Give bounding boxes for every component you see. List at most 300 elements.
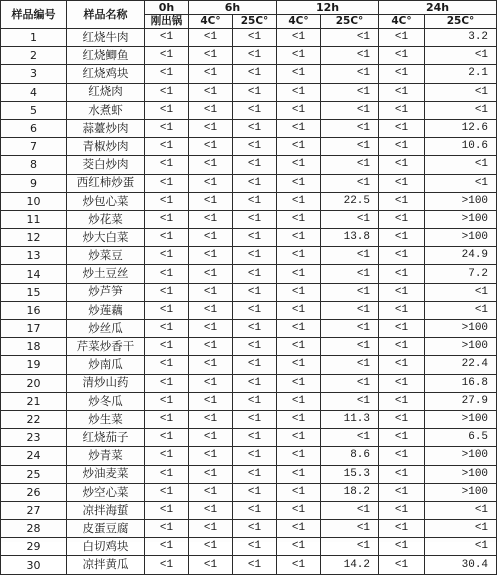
cell-6h-4c: <1 xyxy=(189,156,233,174)
header-row-times xyxy=(1,1,497,15)
table-row xyxy=(1,283,497,301)
cell-sample-id: 23 xyxy=(1,429,67,447)
cell-24h-4c: <1 xyxy=(379,320,425,338)
cell-12h-4c: <1 xyxy=(277,283,321,301)
cell-12h-4c: <1 xyxy=(277,301,321,319)
cell-sample-name: 红烧鸡块 xyxy=(67,65,145,83)
cell-6h-25c: <1 xyxy=(233,392,277,410)
cell-fresh: <1 xyxy=(145,301,189,319)
table-row xyxy=(1,138,497,156)
cell-6h-4c: <1 xyxy=(189,483,233,501)
cell-6h-25c: <1 xyxy=(233,156,277,174)
table-row xyxy=(1,447,497,465)
cell-sample-id: 3 xyxy=(1,65,67,83)
table-body xyxy=(1,29,497,575)
cell-sample-name: 芹菜炒香干 xyxy=(67,338,145,356)
cell-6h-25c: <1 xyxy=(233,374,277,392)
cell-24h-4c: <1 xyxy=(379,520,425,538)
cell-sample-name: 凉拌海蜇 xyxy=(67,501,145,519)
cell-24h-25c: 6.5 xyxy=(425,429,497,447)
cell-sample-id: 17 xyxy=(1,320,67,338)
cell-6h-4c: <1 xyxy=(189,538,233,556)
cell-sample-id: 10 xyxy=(1,192,67,210)
cell-sample-id: 6 xyxy=(1,119,67,137)
table-row xyxy=(1,556,497,574)
cell-24h-25c: <1 xyxy=(425,520,497,538)
cell-12h-4c: <1 xyxy=(277,374,321,392)
cell-fresh: <1 xyxy=(145,356,189,374)
cell-sample-id: 14 xyxy=(1,265,67,283)
cell-12h-4c: <1 xyxy=(277,65,321,83)
cell-12h-25c: <1 xyxy=(321,356,379,374)
cell-24h-25c: >100 xyxy=(425,229,497,247)
cell-6h-4c: <1 xyxy=(189,83,233,101)
cell-12h-25c: <1 xyxy=(321,374,379,392)
cell-fresh: <1 xyxy=(145,119,189,137)
cell-6h-25c: <1 xyxy=(233,229,277,247)
cell-6h-25c: <1 xyxy=(233,301,277,319)
cell-sample-id: 8 xyxy=(1,156,67,174)
cell-6h-25c: <1 xyxy=(233,83,277,101)
cell-sample-id: 24 xyxy=(1,447,67,465)
cell-12h-25c: <1 xyxy=(321,47,379,65)
cell-12h-25c: 15.3 xyxy=(321,465,379,483)
cell-24h-4c: <1 xyxy=(379,374,425,392)
table-row xyxy=(1,83,497,101)
cell-sample-name: 西红柿炒蛋 xyxy=(67,174,145,192)
cell-6h-4c: <1 xyxy=(189,392,233,410)
table-row xyxy=(1,483,497,501)
cell-24h-25c: <1 xyxy=(425,283,497,301)
cell-12h-25c: <1 xyxy=(321,392,379,410)
cell-fresh: <1 xyxy=(145,29,189,47)
table-row xyxy=(1,338,497,356)
cell-6h-25c: <1 xyxy=(233,429,277,447)
cell-fresh: <1 xyxy=(145,338,189,356)
cell-24h-4c: <1 xyxy=(379,29,425,47)
cell-12h-25c: <1 xyxy=(321,247,379,265)
cell-12h-25c: <1 xyxy=(321,265,379,283)
cell-12h-25c: <1 xyxy=(321,138,379,156)
cell-fresh: <1 xyxy=(145,156,189,174)
header-fresh: 刚出锅 xyxy=(145,15,189,29)
cell-fresh: <1 xyxy=(145,101,189,119)
cell-fresh: <1 xyxy=(145,283,189,301)
cell-12h-4c: <1 xyxy=(277,47,321,65)
cell-fresh: <1 xyxy=(145,465,189,483)
cell-12h-4c: <1 xyxy=(277,538,321,556)
cell-sample-name: 炒青菜 xyxy=(67,447,145,465)
cell-fresh: <1 xyxy=(145,538,189,556)
cell-24h-25c: >100 xyxy=(425,447,497,465)
cell-6h-25c: <1 xyxy=(233,119,277,137)
cell-12h-25c: <1 xyxy=(321,320,379,338)
cell-24h-25c: 2.1 xyxy=(425,65,497,83)
table-row xyxy=(1,29,497,47)
cell-24h-4c: <1 xyxy=(379,283,425,301)
cell-24h-25c: >100 xyxy=(425,483,497,501)
cell-fresh: <1 xyxy=(145,138,189,156)
table-row xyxy=(1,47,497,65)
cell-6h-25c: <1 xyxy=(233,356,277,374)
cell-sample-name: 水煮虾 xyxy=(67,101,145,119)
header-12h-4c: 4C° xyxy=(277,15,321,29)
cell-sample-id: 28 xyxy=(1,520,67,538)
cell-sample-id: 4 xyxy=(1,83,67,101)
cell-12h-4c: <1 xyxy=(277,556,321,574)
cell-12h-25c: <1 xyxy=(321,119,379,137)
table-row xyxy=(1,465,497,483)
cell-6h-25c: <1 xyxy=(233,265,277,283)
cell-24h-25c: 24.9 xyxy=(425,247,497,265)
cell-24h-25c: >100 xyxy=(425,410,497,428)
cell-sample-id: 9 xyxy=(1,174,67,192)
cell-6h-4c: <1 xyxy=(189,501,233,519)
cell-24h-4c: <1 xyxy=(379,501,425,519)
cell-6h-25c: <1 xyxy=(233,410,277,428)
cell-6h-4c: <1 xyxy=(189,429,233,447)
cell-24h-4c: <1 xyxy=(379,338,425,356)
cell-6h-25c: <1 xyxy=(233,29,277,47)
cell-fresh: <1 xyxy=(145,174,189,192)
cell-24h-4c: <1 xyxy=(379,356,425,374)
cell-12h-25c: <1 xyxy=(321,83,379,101)
table-row xyxy=(1,265,497,283)
cell-sample-id: 16 xyxy=(1,301,67,319)
cell-sample-id: 1 xyxy=(1,29,67,47)
cell-24h-25c: <1 xyxy=(425,501,497,519)
header-sample-id: 样品编号 xyxy=(1,1,67,29)
cell-6h-4c: <1 xyxy=(189,556,233,574)
header-6h-25c: 25C° xyxy=(233,15,277,29)
cell-24h-4c: <1 xyxy=(379,410,425,428)
cell-12h-25c: 11.3 xyxy=(321,410,379,428)
cell-6h-25c: <1 xyxy=(233,538,277,556)
table-row xyxy=(1,520,497,538)
cell-sample-name: 清炒山药 xyxy=(67,374,145,392)
cell-sample-name: 红烧茄子 xyxy=(67,429,145,447)
cell-6h-25c: <1 xyxy=(233,320,277,338)
cell-24h-4c: <1 xyxy=(379,83,425,101)
cell-sample-name: 炒油麦菜 xyxy=(67,465,145,483)
cell-12h-4c: <1 xyxy=(277,192,321,210)
cell-24h-25c: 27.9 xyxy=(425,392,497,410)
cell-24h-4c: <1 xyxy=(379,429,425,447)
cell-sample-id: 25 xyxy=(1,465,67,483)
cell-24h-25c: >100 xyxy=(425,338,497,356)
cell-24h-25c: <1 xyxy=(425,538,497,556)
cell-24h-4c: <1 xyxy=(379,301,425,319)
cell-12h-4c: <1 xyxy=(277,247,321,265)
cell-12h-4c: <1 xyxy=(277,356,321,374)
cell-sample-name: 炒花菜 xyxy=(67,210,145,228)
table-row xyxy=(1,101,497,119)
cell-12h-4c: <1 xyxy=(277,156,321,174)
cell-24h-4c: <1 xyxy=(379,65,425,83)
cell-6h-25c: <1 xyxy=(233,101,277,119)
header-time-12h: 12h xyxy=(277,1,379,15)
cell-sample-name: 红烧肉 xyxy=(67,83,145,101)
cell-sample-name: 炒大白菜 xyxy=(67,229,145,247)
cell-12h-25c: <1 xyxy=(321,301,379,319)
cell-sample-name: 凉拌黄瓜 xyxy=(67,556,145,574)
cell-fresh: <1 xyxy=(145,392,189,410)
cell-12h-4c: <1 xyxy=(277,265,321,283)
cell-24h-25c: 10.6 xyxy=(425,138,497,156)
cell-24h-25c: 12.6 xyxy=(425,119,497,137)
cell-fresh: <1 xyxy=(145,320,189,338)
cell-24h-25c: 7.2 xyxy=(425,265,497,283)
cell-24h-4c: <1 xyxy=(379,538,425,556)
table-row xyxy=(1,410,497,428)
cell-12h-4c: <1 xyxy=(277,520,321,538)
table-row xyxy=(1,501,497,519)
table-row xyxy=(1,174,497,192)
cell-sample-name: 炒冬瓜 xyxy=(67,392,145,410)
cell-fresh: <1 xyxy=(145,429,189,447)
cell-sample-name: 炒包心菜 xyxy=(67,192,145,210)
cell-fresh: <1 xyxy=(145,229,189,247)
cell-12h-4c: <1 xyxy=(277,447,321,465)
table-row xyxy=(1,392,497,410)
cell-24h-4c: <1 xyxy=(379,156,425,174)
header-sample-name: 样品名称 xyxy=(67,1,145,29)
cell-sample-id: 19 xyxy=(1,356,67,374)
cell-6h-4c: <1 xyxy=(189,29,233,47)
cell-sample-id: 27 xyxy=(1,501,67,519)
header-6h-4c: 4C° xyxy=(189,15,233,29)
cell-24h-4c: <1 xyxy=(379,556,425,574)
cell-12h-4c: <1 xyxy=(277,338,321,356)
cell-24h-4c: <1 xyxy=(379,192,425,210)
cell-24h-25c: 22.4 xyxy=(425,356,497,374)
table-row xyxy=(1,301,497,319)
cell-6h-25c: <1 xyxy=(233,138,277,156)
cell-sample-id: 20 xyxy=(1,374,67,392)
cell-fresh: <1 xyxy=(145,65,189,83)
cell-12h-4c: <1 xyxy=(277,210,321,228)
cell-sample-id: 12 xyxy=(1,229,67,247)
cell-sample-name: 红烧鲫鱼 xyxy=(67,47,145,65)
header-24h-25c: 25C° xyxy=(425,15,497,29)
header-time-24h: 24h xyxy=(379,1,497,15)
cell-12h-25c: 18.2 xyxy=(321,483,379,501)
cell-24h-4c: <1 xyxy=(379,265,425,283)
cell-12h-25c: <1 xyxy=(321,283,379,301)
cell-24h-4c: <1 xyxy=(379,392,425,410)
cell-6h-25c: <1 xyxy=(233,465,277,483)
cell-sample-name: 炒菜豆 xyxy=(67,247,145,265)
cell-12h-4c: <1 xyxy=(277,29,321,47)
cell-12h-25c: <1 xyxy=(321,429,379,447)
cell-6h-25c: <1 xyxy=(233,501,277,519)
table-row xyxy=(1,374,497,392)
cell-sample-id: 30 xyxy=(1,556,67,574)
cell-6h-4c: <1 xyxy=(189,356,233,374)
cell-12h-25c: <1 xyxy=(321,520,379,538)
cell-12h-4c: <1 xyxy=(277,119,321,137)
cell-12h-25c: 8.6 xyxy=(321,447,379,465)
cell-12h-4c: <1 xyxy=(277,138,321,156)
cell-sample-name: 炒土豆丝 xyxy=(67,265,145,283)
cell-12h-25c: <1 xyxy=(321,210,379,228)
cell-sample-id: 26 xyxy=(1,483,67,501)
cell-24h-4c: <1 xyxy=(379,247,425,265)
cell-6h-4c: <1 xyxy=(189,101,233,119)
cell-sample-name: 青椒炒肉 xyxy=(67,138,145,156)
cell-sample-id: 11 xyxy=(1,210,67,228)
cell-24h-4c: <1 xyxy=(379,465,425,483)
cell-12h-25c: 22.5 xyxy=(321,192,379,210)
cell-6h-25c: <1 xyxy=(233,210,277,228)
cell-12h-4c: <1 xyxy=(277,174,321,192)
cell-sample-id: 29 xyxy=(1,538,67,556)
cell-sample-id: 5 xyxy=(1,101,67,119)
cell-sample-name: 炒空心菜 xyxy=(67,483,145,501)
cell-sample-name: 炒南瓜 xyxy=(67,356,145,374)
cell-12h-4c: <1 xyxy=(277,392,321,410)
header-24h-4c: 4C° xyxy=(379,15,425,29)
cell-24h-4c: <1 xyxy=(379,119,425,137)
cell-6h-4c: <1 xyxy=(189,47,233,65)
cell-fresh: <1 xyxy=(145,83,189,101)
cell-24h-25c: 30.4 xyxy=(425,556,497,574)
cell-12h-4c: <1 xyxy=(277,410,321,428)
cell-12h-4c: <1 xyxy=(277,429,321,447)
cell-sample-id: 18 xyxy=(1,338,67,356)
cell-12h-25c: <1 xyxy=(321,538,379,556)
cell-6h-4c: <1 xyxy=(189,520,233,538)
cell-6h-4c: <1 xyxy=(189,192,233,210)
cell-6h-4c: <1 xyxy=(189,301,233,319)
cell-6h-4c: <1 xyxy=(189,447,233,465)
cell-6h-4c: <1 xyxy=(189,374,233,392)
cell-24h-4c: <1 xyxy=(379,174,425,192)
cell-sample-id: 22 xyxy=(1,410,67,428)
table-row xyxy=(1,247,497,265)
cell-6h-4c: <1 xyxy=(189,174,233,192)
cell-12h-25c: <1 xyxy=(321,501,379,519)
cell-24h-25c: >100 xyxy=(425,320,497,338)
table-row xyxy=(1,156,497,174)
cell-12h-25c: <1 xyxy=(321,65,379,83)
table-row xyxy=(1,210,497,228)
cell-12h-4c: <1 xyxy=(277,501,321,519)
cell-24h-25c: 3.2 xyxy=(425,29,497,47)
cell-sample-name: 炒莲藕 xyxy=(67,301,145,319)
cell-12h-4c: <1 xyxy=(277,465,321,483)
cell-sample-id: 13 xyxy=(1,247,67,265)
cell-6h-25c: <1 xyxy=(233,556,277,574)
cell-24h-4c: <1 xyxy=(379,210,425,228)
cell-6h-25c: <1 xyxy=(233,247,277,265)
cell-24h-4c: <1 xyxy=(379,138,425,156)
cell-12h-25c: 13.8 xyxy=(321,229,379,247)
cell-24h-25c: <1 xyxy=(425,301,497,319)
cell-sample-name: 茭白炒肉 xyxy=(67,156,145,174)
cell-12h-4c: <1 xyxy=(277,483,321,501)
cell-sample-name: 蒜薹炒肉 xyxy=(67,119,145,137)
cell-sample-name: 皮蛋豆腐 xyxy=(67,520,145,538)
cell-6h-4c: <1 xyxy=(189,65,233,83)
cell-24h-25c: >100 xyxy=(425,192,497,210)
cell-6h-4c: <1 xyxy=(189,119,233,137)
cell-12h-4c: <1 xyxy=(277,101,321,119)
cell-12h-25c: 14.2 xyxy=(321,556,379,574)
cell-6h-25c: <1 xyxy=(233,47,277,65)
cell-6h-4c: <1 xyxy=(189,229,233,247)
cell-6h-25c: <1 xyxy=(233,174,277,192)
cell-6h-4c: <1 xyxy=(189,320,233,338)
cell-sample-id: 2 xyxy=(1,47,67,65)
cell-sample-id: 15 xyxy=(1,283,67,301)
cell-12h-25c: <1 xyxy=(321,174,379,192)
cell-24h-4c: <1 xyxy=(379,229,425,247)
cell-sample-name: 红烧牛肉 xyxy=(67,29,145,47)
table-row xyxy=(1,65,497,83)
cell-sample-name: 炒生菜 xyxy=(67,410,145,428)
cell-6h-4c: <1 xyxy=(189,265,233,283)
cell-6h-25c: <1 xyxy=(233,520,277,538)
table-row xyxy=(1,356,497,374)
cell-12h-25c: <1 xyxy=(321,338,379,356)
cell-sample-name: 炒丝瓜 xyxy=(67,320,145,338)
cell-fresh: <1 xyxy=(145,374,189,392)
cell-fresh: <1 xyxy=(145,47,189,65)
cell-6h-4c: <1 xyxy=(189,138,233,156)
cell-fresh: <1 xyxy=(145,247,189,265)
cell-6h-4c: <1 xyxy=(189,210,233,228)
cell-6h-4c: <1 xyxy=(189,410,233,428)
cell-fresh: <1 xyxy=(145,210,189,228)
cell-sample-id: 7 xyxy=(1,138,67,156)
cell-6h-4c: <1 xyxy=(189,338,233,356)
cell-6h-25c: <1 xyxy=(233,65,277,83)
cell-fresh: <1 xyxy=(145,520,189,538)
cell-24h-4c: <1 xyxy=(379,483,425,501)
cell-24h-4c: <1 xyxy=(379,101,425,119)
cell-24h-25c: >100 xyxy=(425,210,497,228)
cell-fresh: <1 xyxy=(145,410,189,428)
cell-24h-4c: <1 xyxy=(379,47,425,65)
cell-24h-25c: <1 xyxy=(425,47,497,65)
cell-12h-25c: <1 xyxy=(321,101,379,119)
cell-24h-25c: 16.8 xyxy=(425,374,497,392)
cell-24h-25c: >100 xyxy=(425,465,497,483)
cell-fresh: <1 xyxy=(145,483,189,501)
cell-fresh: <1 xyxy=(145,447,189,465)
cell-12h-4c: <1 xyxy=(277,229,321,247)
cell-12h-25c: <1 xyxy=(321,29,379,47)
cell-sample-name: 炒芦笋 xyxy=(67,283,145,301)
cell-fresh: <1 xyxy=(145,556,189,574)
cell-12h-25c: <1 xyxy=(321,156,379,174)
cell-6h-25c: <1 xyxy=(233,447,277,465)
cell-24h-25c: <1 xyxy=(425,83,497,101)
cell-fresh: <1 xyxy=(145,501,189,519)
cell-12h-4c: <1 xyxy=(277,320,321,338)
header-time-6h: 6h xyxy=(189,1,277,15)
table-row xyxy=(1,538,497,556)
cell-6h-25c: <1 xyxy=(233,192,277,210)
cell-24h-25c: <1 xyxy=(425,101,497,119)
cell-6h-25c: <1 xyxy=(233,483,277,501)
table-row xyxy=(1,192,497,210)
cell-sample-id: 21 xyxy=(1,392,67,410)
cell-6h-4c: <1 xyxy=(189,465,233,483)
cell-6h-4c: <1 xyxy=(189,247,233,265)
header-12h-25c: 25C° xyxy=(321,15,379,29)
